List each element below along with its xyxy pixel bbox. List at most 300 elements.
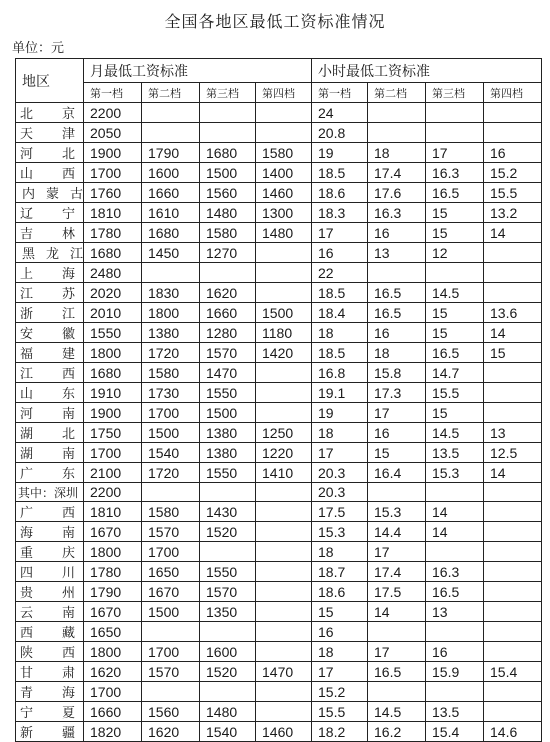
hourly-tier-3-cell xyxy=(426,682,484,702)
hourly-tier-3-cell: 12 xyxy=(426,243,484,263)
table-row xyxy=(16,183,542,203)
monthly-tier-1-cell: 1800 xyxy=(84,343,142,363)
monthly-tier-2-cell: 1830 xyxy=(142,283,200,303)
monthly-tier-3-cell: 1660 xyxy=(200,303,256,323)
table-row xyxy=(16,702,542,722)
hourly-tier-1-cell: 19 xyxy=(312,143,368,163)
monthly-tier-4-cell xyxy=(256,263,312,283)
hourly-tier-3-header: 第三档 xyxy=(426,83,484,103)
hourly-tier-2-header: 第二档 xyxy=(368,83,426,103)
hourly-tier-3-cell: 15 xyxy=(426,223,484,243)
table-row xyxy=(16,722,542,742)
hourly-tier-1-cell: 18.4 xyxy=(312,303,368,323)
monthly-tier-2-cell: 1580 xyxy=(142,363,200,383)
monthly-tier-4-cell xyxy=(256,642,312,662)
hourly-tier-1-cell: 18.6 xyxy=(312,183,368,203)
monthly-tier-4-cell: 1460 xyxy=(256,722,312,742)
hourly-tier-3-cell: 14 xyxy=(426,502,484,522)
hourly-tier-4-cell xyxy=(484,363,542,383)
region-column-header: 地区 xyxy=(16,59,84,103)
hourly-tier-2-cell: 17 xyxy=(368,642,426,662)
region-cell: 河北 xyxy=(16,143,84,163)
table-row xyxy=(16,383,542,403)
monthly-tier-4-cell: 1470 xyxy=(256,662,312,682)
monthly-tier-1-cell: 1800 xyxy=(84,542,142,562)
monthly-tier-4-cell xyxy=(256,283,312,303)
table-row xyxy=(16,483,542,502)
monthly-tier-1-cell: 1550 xyxy=(84,323,142,343)
hourly-tier-1-cell: 18.5 xyxy=(312,283,368,303)
region-cell: 上海 xyxy=(16,263,84,283)
hourly-tier-2-cell: 17.5 xyxy=(368,582,426,602)
monthly-tier-1-cell: 2200 xyxy=(84,483,142,502)
region-cell: 四川 xyxy=(16,562,84,582)
monthly-tier-4-cell xyxy=(256,383,312,403)
hourly-tier-2-cell xyxy=(368,263,426,283)
hourly-tier-1-cell: 18 xyxy=(312,423,368,443)
hourly-tier-3-cell: 13 xyxy=(426,602,484,622)
hourly-tier-1-cell: 18 xyxy=(312,542,368,562)
table-row xyxy=(16,243,542,263)
monthly-tier-3-cell: 1430 xyxy=(200,502,256,522)
hourly-tier-2-cell: 15.3 xyxy=(368,502,426,522)
monthly-tier-4-cell: 1220 xyxy=(256,443,312,463)
monthly-tier-4-cell xyxy=(256,123,312,143)
monthly-tier-1-cell: 1750 xyxy=(84,423,142,443)
table-row xyxy=(16,463,542,483)
hourly-tier-3-cell xyxy=(426,123,484,143)
hourly-tier-3-cell: 16.3 xyxy=(426,163,484,183)
table-row xyxy=(16,303,542,323)
monthly-tier-3-cell: 1680 xyxy=(200,143,256,163)
region-cell: 云南 xyxy=(16,602,84,622)
monthly-tier-2-cell: 1660 xyxy=(142,183,200,203)
monthly-tier-4-cell xyxy=(256,682,312,702)
monthly-tier-2-cell: 1570 xyxy=(142,662,200,682)
region-cell: 陕西 xyxy=(16,642,84,662)
monthly-tier-2-cell: 1540 xyxy=(142,443,200,463)
hourly-tier-3-cell xyxy=(426,622,484,642)
hourly-tier-3-cell xyxy=(426,103,484,123)
region-cell: 江西 xyxy=(16,363,84,383)
monthly-tier-2-cell: 1790 xyxy=(142,143,200,163)
monthly-tier-3-cell: 1350 xyxy=(200,602,256,622)
hourly-tier-3-cell: 14 xyxy=(426,522,484,542)
table-row xyxy=(16,163,542,183)
hourly-tier-3-cell xyxy=(426,263,484,283)
hourly-tier-1-cell: 15.3 xyxy=(312,522,368,542)
table-row xyxy=(16,403,542,423)
hourly-tier-4-cell xyxy=(484,582,542,602)
monthly-tier-3-cell: 1380 xyxy=(200,423,256,443)
region-cell: 内蒙古 xyxy=(16,183,84,203)
table-header xyxy=(16,59,542,103)
monthly-tier-2-cell: 1610 xyxy=(142,203,200,223)
hourly-tier-4-cell: 15.2 xyxy=(484,163,542,183)
table-row xyxy=(16,582,542,602)
hourly-tier-3-cell: 15 xyxy=(426,203,484,223)
hourly-tier-1-cell: 20.3 xyxy=(312,463,368,483)
hourly-tier-4-cell: 13 xyxy=(484,423,542,443)
hourly-tier-3-cell: 15 xyxy=(426,323,484,343)
unit-label: 单位：元 xyxy=(12,41,65,56)
table-row xyxy=(16,682,542,702)
monthly-tier-4-cell xyxy=(256,522,312,542)
region-cell: 吉林 xyxy=(16,223,84,243)
hourly-tier-1-cell: 15 xyxy=(312,602,368,622)
monthly-tier-1-cell: 1680 xyxy=(84,243,142,263)
monthly-tier-4-cell xyxy=(256,363,312,383)
monthly-tier-1-cell: 1660 xyxy=(84,702,142,722)
region-cell: 广西 xyxy=(16,502,84,522)
monthly-tier-2-cell: 1560 xyxy=(142,702,200,722)
monthly-tier-2-cell: 1700 xyxy=(142,542,200,562)
region-cell: 其中：深圳 xyxy=(16,483,84,502)
hourly-tier-2-cell: 15.8 xyxy=(368,363,426,383)
monthly-tier-2-cell: 1720 xyxy=(142,343,200,363)
monthly-tier-2-cell: 1730 xyxy=(142,383,200,403)
monthly-tier-3-cell: 1470 xyxy=(200,363,256,383)
monthly-tier-4-cell xyxy=(256,103,312,123)
hourly-tier-2-cell: 16.5 xyxy=(368,662,426,682)
monthly-tier-2-cell xyxy=(142,682,200,702)
hourly-tier-4-cell xyxy=(484,243,542,263)
hourly-tier-1-cell: 15.5 xyxy=(312,702,368,722)
table-row xyxy=(16,602,542,622)
hourly-tier-3-cell: 17 xyxy=(426,143,484,163)
monthly-tier-4-cell xyxy=(256,702,312,722)
hourly-tier-1-cell: 20.3 xyxy=(312,483,368,502)
hourly-tier-4-cell: 14.6 xyxy=(484,722,542,742)
monthly-tier-1-cell: 1900 xyxy=(84,143,142,163)
monthly-tier-4-cell xyxy=(256,582,312,602)
hourly-tier-1-cell: 19 xyxy=(312,403,368,423)
table-row xyxy=(16,662,542,682)
monthly-tier-1-cell: 2010 xyxy=(84,303,142,323)
hourly-tier-1-cell: 20.8 xyxy=(312,123,368,143)
region-cell: 贵州 xyxy=(16,582,84,602)
monthly-tier-1-cell: 1700 xyxy=(84,163,142,183)
monthly-tier-1-cell: 2480 xyxy=(84,263,142,283)
monthly-tier-4-cell xyxy=(256,243,312,263)
hourly-tier-4-cell: 13.2 xyxy=(484,203,542,223)
monthly-tier-4-cell: 1480 xyxy=(256,223,312,243)
hourly-tier-1-cell: 17 xyxy=(312,443,368,463)
monthly-tier-1-cell: 1820 xyxy=(84,722,142,742)
table-row xyxy=(16,343,542,363)
hourly-tier-2-cell: 16.3 xyxy=(368,203,426,223)
hourly-tier-2-cell: 14.4 xyxy=(368,522,426,542)
table-row xyxy=(16,103,542,123)
hourly-tier-4-cell xyxy=(484,383,542,403)
hourly-tier-3-cell: 16.3 xyxy=(426,562,484,582)
hourly-tier-4-cell: 16 xyxy=(484,143,542,163)
monthly-tier-1-cell: 1670 xyxy=(84,602,142,622)
monthly-tier-3-cell: 1520 xyxy=(200,522,256,542)
monthly-tier-1-cell: 1650 xyxy=(84,622,142,642)
monthly-tier-4-cell xyxy=(256,622,312,642)
hourly-tier-2-cell: 17.4 xyxy=(368,163,426,183)
hourly-tier-3-cell: 14.5 xyxy=(426,283,484,303)
monthly-tier-3-cell: 1570 xyxy=(200,343,256,363)
hourly-tier-2-cell: 16.2 xyxy=(368,722,426,742)
hourly-tier-1-cell: 16 xyxy=(312,622,368,642)
header-row-tiers xyxy=(16,83,542,103)
monthly-tier-2-cell: 1570 xyxy=(142,522,200,542)
hourly-tier-1-cell: 18.6 xyxy=(312,582,368,602)
hourly-tier-3-cell: 14.7 xyxy=(426,363,484,383)
hourly-tier-1-cell: 18.3 xyxy=(312,203,368,223)
monthly-tier-3-cell xyxy=(200,483,256,502)
hourly-tier-3-cell xyxy=(426,542,484,562)
region-cell: 海南 xyxy=(16,522,84,542)
monthly-tier-4-cell xyxy=(256,602,312,622)
region-cell: 浙江 xyxy=(16,303,84,323)
hourly-tier-1-cell: 24 xyxy=(312,103,368,123)
monthly-tier-3-cell: 1550 xyxy=(200,463,256,483)
hourly-tier-2-cell: 14.5 xyxy=(368,702,426,722)
monthly-tier-2-cell xyxy=(142,483,200,502)
monthly-tier-4-cell: 1300 xyxy=(256,203,312,223)
monthly-tier-2-cell: 1500 xyxy=(142,602,200,622)
monthly-tier-2-cell: 1700 xyxy=(142,642,200,662)
monthly-tier-1-cell: 1680 xyxy=(84,363,142,383)
hourly-tier-2-cell: 18 xyxy=(368,143,426,163)
monthly-wage-header: 月最低工资标准 xyxy=(84,59,312,83)
monthly-tier-3-cell: 1620 xyxy=(200,283,256,303)
hourly-tier-4-cell xyxy=(484,403,542,423)
hourly-tier-2-cell: 17 xyxy=(368,403,426,423)
monthly-tier-3-cell: 1550 xyxy=(200,383,256,403)
hourly-tier-2-cell: 15 xyxy=(368,443,426,463)
monthly-tier-3-cell: 1600 xyxy=(200,642,256,662)
hourly-tier-4-cell xyxy=(484,602,542,622)
hourly-tier-4-cell xyxy=(484,283,542,303)
hourly-tier-1-cell: 15.2 xyxy=(312,682,368,702)
hourly-tier-3-cell: 16.5 xyxy=(426,343,484,363)
monthly-tier-3-cell: 1480 xyxy=(200,702,256,722)
monthly-tier-3-cell xyxy=(200,263,256,283)
monthly-tier-3-cell xyxy=(200,682,256,702)
monthly-tier-3-header: 第三档 xyxy=(200,83,256,103)
hourly-tier-3-cell: 15 xyxy=(426,403,484,423)
monthly-tier-2-cell: 1450 xyxy=(142,243,200,263)
region-cell: 甘肃 xyxy=(16,662,84,682)
hourly-tier-4-cell: 15 xyxy=(484,343,542,363)
hourly-tier-3-cell: 15.5 xyxy=(426,383,484,403)
monthly-tier-2-cell: 1580 xyxy=(142,502,200,522)
hourly-tier-3-cell: 16 xyxy=(426,642,484,662)
region-cell: 广东 xyxy=(16,463,84,483)
monthly-tier-1-cell: 1910 xyxy=(84,383,142,403)
region-cell: 安徽 xyxy=(16,323,84,343)
hourly-tier-4-cell xyxy=(484,562,542,582)
hourly-tier-1-cell: 18 xyxy=(312,642,368,662)
monthly-tier-4-cell: 1180 xyxy=(256,323,312,343)
monthly-tier-1-cell: 2020 xyxy=(84,283,142,303)
hourly-tier-4-cell: 15.4 xyxy=(484,662,542,682)
table-row xyxy=(16,323,542,343)
monthly-tier-1-cell: 1900 xyxy=(84,403,142,423)
table-row xyxy=(16,443,542,463)
hourly-tier-4-cell xyxy=(484,702,542,722)
monthly-tier-1-cell: 1780 xyxy=(84,562,142,582)
hourly-tier-4-cell: 15.5 xyxy=(484,183,542,203)
monthly-tier-2-cell: 1600 xyxy=(142,163,200,183)
hourly-tier-3-cell: 15 xyxy=(426,303,484,323)
hourly-tier-2-cell: 18 xyxy=(368,343,426,363)
monthly-tier-3-cell: 1550 xyxy=(200,562,256,582)
hourly-tier-1-cell: 17.5 xyxy=(312,502,368,522)
hourly-tier-1-cell: 18.2 xyxy=(312,722,368,742)
monthly-tier-3-cell xyxy=(200,103,256,123)
hourly-tier-3-cell: 14.5 xyxy=(426,423,484,443)
hourly-tier-3-cell: 15.3 xyxy=(426,463,484,483)
table-row xyxy=(16,642,542,662)
monthly-tier-2-cell: 1720 xyxy=(142,463,200,483)
monthly-tier-3-cell: 1270 xyxy=(200,243,256,263)
hourly-wage-header: 小时最低工资标准 xyxy=(312,59,542,83)
monthly-tier-1-cell: 2200 xyxy=(84,103,142,123)
monthly-tier-1-cell: 1790 xyxy=(84,582,142,602)
hourly-tier-4-cell: 14 xyxy=(484,323,542,343)
region-cell: 辽宁 xyxy=(16,203,84,223)
monthly-tier-2-cell: 1500 xyxy=(142,423,200,443)
monthly-tier-4-cell: 1420 xyxy=(256,343,312,363)
monthly-tier-3-cell: 1480 xyxy=(200,203,256,223)
monthly-tier-2-cell: 1670 xyxy=(142,582,200,602)
monthly-tier-3-cell: 1280 xyxy=(200,323,256,343)
wage-table-container xyxy=(15,58,541,741)
hourly-tier-3-cell: 15.4 xyxy=(426,722,484,742)
monthly-tier-2-cell xyxy=(142,263,200,283)
monthly-tier-2-cell: 1680 xyxy=(142,223,200,243)
hourly-tier-3-cell xyxy=(426,483,484,502)
hourly-tier-2-cell: 16.5 xyxy=(368,283,426,303)
monthly-tier-1-cell: 1810 xyxy=(84,203,142,223)
hourly-tier-1-cell: 18.5 xyxy=(312,163,368,183)
monthly-tier-1-header: 第一档 xyxy=(84,83,142,103)
page-title: 全国各地区最低工资标准情况 xyxy=(164,12,386,31)
hourly-tier-4-cell xyxy=(484,522,542,542)
hourly-tier-2-cell: 17 xyxy=(368,542,426,562)
region-cell: 江苏 xyxy=(16,283,84,303)
monthly-tier-4-cell: 1410 xyxy=(256,463,312,483)
hourly-tier-4-header: 第四档 xyxy=(484,83,542,103)
hourly-tier-2-cell: 13 xyxy=(368,243,426,263)
hourly-tier-1-cell: 18.5 xyxy=(312,343,368,363)
monthly-tier-3-cell: 1500 xyxy=(200,403,256,423)
monthly-tier-2-header: 第二档 xyxy=(142,83,200,103)
hourly-tier-1-header: 第一档 xyxy=(312,83,368,103)
hourly-tier-2-cell xyxy=(368,103,426,123)
monthly-tier-1-cell: 1700 xyxy=(84,682,142,702)
hourly-tier-4-cell xyxy=(484,622,542,642)
monthly-tier-3-cell: 1560 xyxy=(200,183,256,203)
hourly-tier-2-cell: 16.5 xyxy=(368,303,426,323)
hourly-tier-2-cell: 14 xyxy=(368,602,426,622)
hourly-tier-2-cell: 16 xyxy=(368,323,426,343)
hourly-tier-4-cell xyxy=(484,483,542,502)
region-cell: 重庆 xyxy=(16,542,84,562)
hourly-tier-3-cell: 16.5 xyxy=(426,183,484,203)
monthly-tier-1-cell: 1700 xyxy=(84,443,142,463)
monthly-tier-3-cell: 1380 xyxy=(200,443,256,463)
table-row xyxy=(16,283,542,303)
hourly-tier-1-cell: 18 xyxy=(312,323,368,343)
hourly-tier-2-cell: 17.4 xyxy=(368,562,426,582)
monthly-tier-1-cell: 1620 xyxy=(84,662,142,682)
hourly-tier-1-cell: 16 xyxy=(312,243,368,263)
region-cell: 湖北 xyxy=(16,423,84,443)
monthly-tier-3-cell: 1570 xyxy=(200,582,256,602)
hourly-tier-2-cell: 16 xyxy=(368,423,426,443)
monthly-tier-4-cell xyxy=(256,483,312,502)
monthly-tier-2-cell: 1380 xyxy=(142,323,200,343)
region-cell: 福建 xyxy=(16,343,84,363)
hourly-tier-2-cell: 17.3 xyxy=(368,383,426,403)
hourly-tier-2-cell xyxy=(368,123,426,143)
table-row xyxy=(16,423,542,443)
monthly-tier-4-cell: 1400 xyxy=(256,163,312,183)
monthly-tier-2-cell: 1620 xyxy=(142,722,200,742)
hourly-tier-1-cell: 22 xyxy=(312,263,368,283)
monthly-tier-1-cell: 1780 xyxy=(84,223,142,243)
monthly-tier-4-cell: 1460 xyxy=(256,183,312,203)
table-row xyxy=(16,522,542,542)
region-cell: 湖南 xyxy=(16,443,84,463)
hourly-tier-3-cell: 13.5 xyxy=(426,443,484,463)
table-row xyxy=(16,622,542,642)
hourly-tier-4-cell xyxy=(484,103,542,123)
monthly-tier-4-cell: 1250 xyxy=(256,423,312,443)
region-cell: 新疆 xyxy=(16,722,84,742)
table-row xyxy=(16,223,542,243)
hourly-tier-2-cell xyxy=(368,682,426,702)
hourly-tier-4-cell xyxy=(484,542,542,562)
hourly-tier-2-cell: 16 xyxy=(368,223,426,243)
monthly-tier-2-cell xyxy=(142,123,200,143)
region-cell: 青海 xyxy=(16,682,84,702)
monthly-tier-4-cell: 1500 xyxy=(256,303,312,323)
region-cell: 山西 xyxy=(16,163,84,183)
table-row xyxy=(16,203,542,223)
region-cell: 黑龙江 xyxy=(16,243,84,263)
monthly-tier-1-cell: 2100 xyxy=(84,463,142,483)
hourly-tier-4-cell: 14 xyxy=(484,463,542,483)
monthly-tier-1-cell: 1760 xyxy=(84,183,142,203)
hourly-tier-1-cell: 17 xyxy=(312,662,368,682)
monthly-tier-3-cell xyxy=(200,123,256,143)
hourly-tier-4-cell: 12.5 xyxy=(484,443,542,463)
monthly-tier-3-cell: 1500 xyxy=(200,163,256,183)
hourly-tier-1-cell: 17 xyxy=(312,223,368,243)
hourly-tier-1-cell: 19.1 xyxy=(312,383,368,403)
monthly-tier-4-cell xyxy=(256,562,312,582)
monthly-tier-4-cell xyxy=(256,542,312,562)
monthly-tier-3-cell xyxy=(200,622,256,642)
hourly-tier-2-cell: 16.4 xyxy=(368,463,426,483)
region-cell: 北京 xyxy=(16,103,84,123)
hourly-tier-4-cell: 14 xyxy=(484,223,542,243)
hourly-tier-2-cell: 17.6 xyxy=(368,183,426,203)
hourly-tier-3-cell: 13.5 xyxy=(426,702,484,722)
hourly-tier-4-cell xyxy=(484,263,542,283)
monthly-tier-3-cell xyxy=(200,542,256,562)
hourly-tier-4-cell xyxy=(484,682,542,702)
monthly-tier-2-cell: 1650 xyxy=(142,562,200,582)
hourly-tier-4-cell xyxy=(484,502,542,522)
